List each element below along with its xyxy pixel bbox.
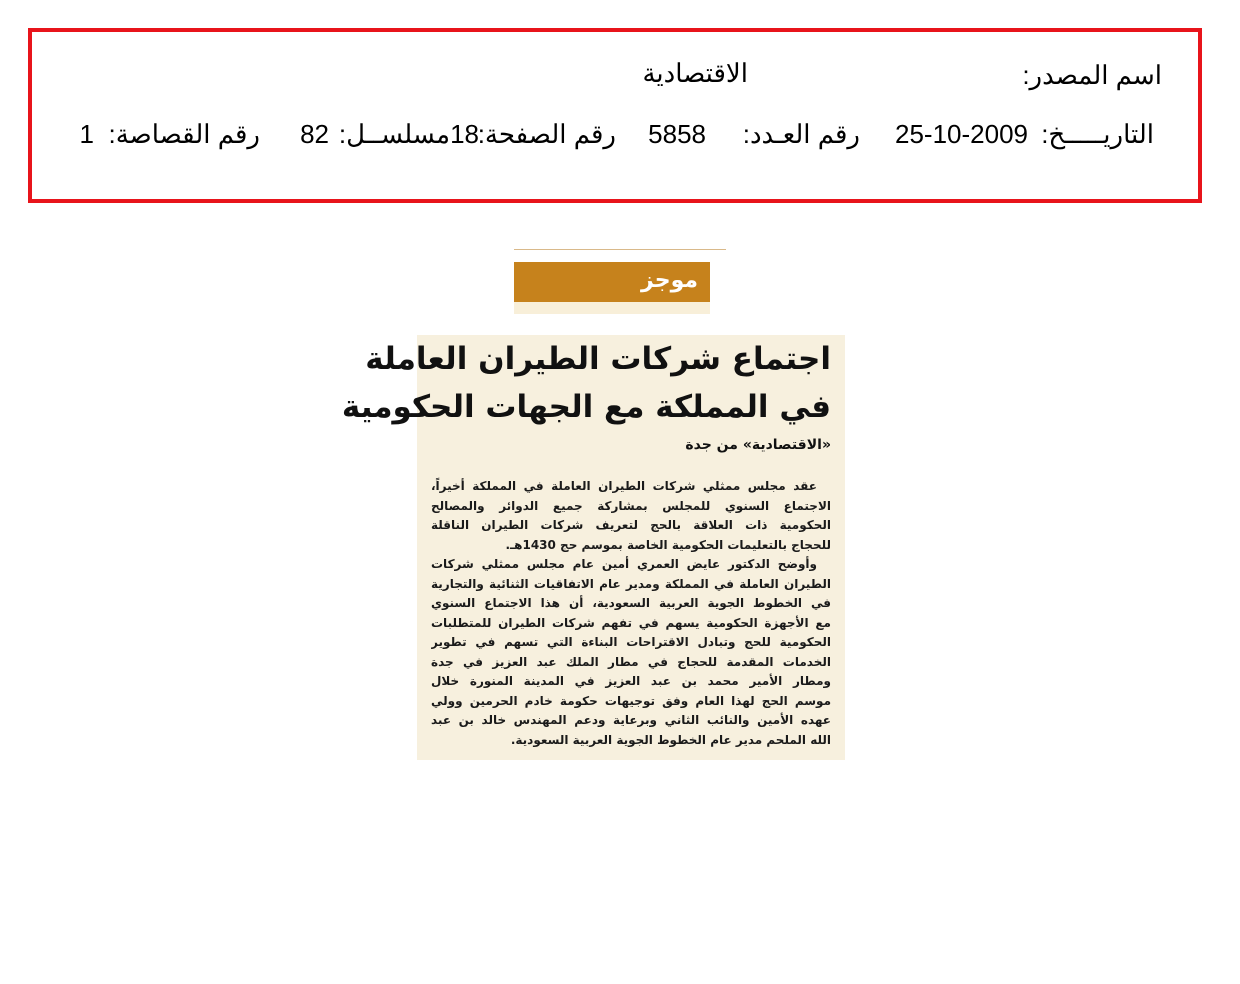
- section-tag-strip: [514, 302, 710, 314]
- body-line: ومطار الأمير محمد بن عبد العزيز في المدينة المنورة خلال: [431, 674, 831, 688]
- news-clipping: [341, 335, 845, 760]
- page-value: 18: [450, 119, 479, 149]
- article-body: [431, 477, 831, 750]
- headline-line-2: في المملكة مع الجهات الحكومية: [341, 389, 831, 425]
- source-label: اسم المصدر:: [1022, 60, 1162, 90]
- body-line: موسم الحج لهذا العام وفق توجيهات حكومة خادم الحرمين وولي: [431, 693, 831, 708]
- source-value: الاقتصادية: [642, 58, 748, 88]
- clip-value: 1: [79, 119, 94, 149]
- body-line: الله الملحم مدير عام الخطوط الجوية العربية السعودية.: [510, 732, 831, 747]
- body-line: عقد مجلس ممثلي شركات الطيران العاملة في المملكة أخيراً،: [431, 479, 817, 493]
- issue-value: 5858: [648, 119, 706, 149]
- clip-label: رقم القصاصة:: [108, 119, 260, 149]
- byline: «الاقتصادية» من جدة: [685, 437, 831, 453]
- metadata-box: [28, 28, 1202, 203]
- body-line: في الخطوط الجوية العربية السعودية، أن هذا الاجتماع السنوي: [431, 596, 831, 610]
- body-line: الحكومية للحج وتبادل الاقتراحات البناءة التي تسهم في تطوير: [431, 635, 831, 649]
- date-label: التاريـــــخ:: [1041, 119, 1154, 149]
- serial-label: مسلســل:: [338, 119, 450, 149]
- body-line: عهده الأمين والنائب الثاني وبرعاية ودعم المهندس خالد بن عبد: [431, 713, 831, 727]
- serial-value: 82: [300, 119, 329, 149]
- section-tag-label: موجز: [641, 268, 698, 293]
- body-line: الخدمات المقدمة للحجاج في مطار الملك عبد العزيز في جدة: [431, 654, 831, 669]
- body-line: الاجتماع السنوي للمجلس بمشاركة جميع الدوائر والمصالح: [431, 498, 831, 513]
- issue-label: رقم العـدد:: [742, 119, 860, 149]
- date-value: 25-10-2009: [895, 119, 1028, 149]
- body-line: مع الأجهزة الحكومية يسهم في تفهم شركات الطيران للمتطلبات: [431, 615, 831, 630]
- section-tag: [514, 262, 710, 302]
- body-line: للحجاج بالتعليمات الحكومية الخاصة بموسم حج 1430هـ.: [505, 537, 831, 552]
- body-line: وأوضح الدكتور عايض العمري أمين عام مجلس ممثلي شركات: [431, 557, 817, 571]
- body-line: الحكومية ذات العلاقة بالحج لتعريف شركات الطيران الناقلة: [431, 518, 831, 532]
- body-line: الطيران العاملة في المملكة ومدير عام الاتفاقيات الثنائية والتجارية: [431, 576, 831, 591]
- tag-divider: [514, 249, 726, 250]
- headline-line-1: اجتماع شركات الطيران العاملة: [365, 341, 831, 377]
- page-label: رقم الصفحة:: [477, 119, 616, 149]
